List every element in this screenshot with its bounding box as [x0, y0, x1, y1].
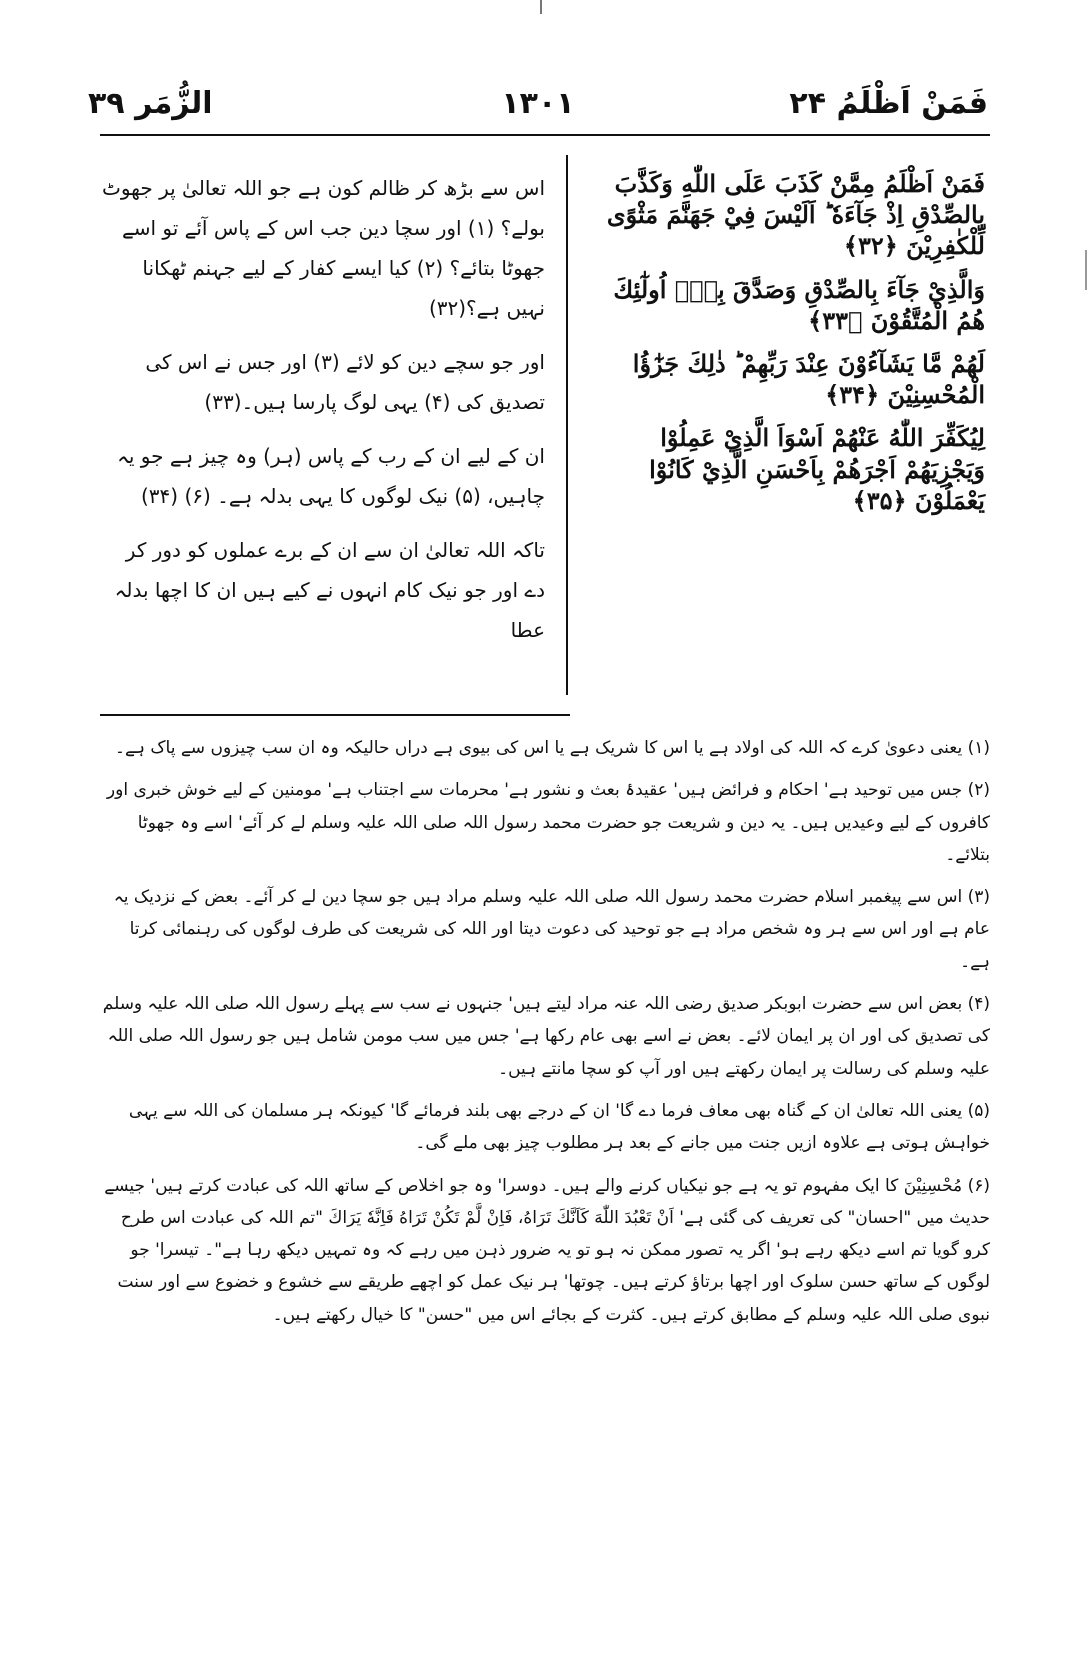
footnote: (۲) جس میں توحید ہے' احکام و فرائض ہیں' عقیدۂ بعث و نشور ہے' محرمات سے اجتناب ہے' مومنین کے لیے خوش خبری اور کافروں کے لیے وعیدیں ہیں۔ یہ دین و شریعت جو حضرت محمد رسول اللہ صلی اللہ علیہ وسلم لے کر آئے' اسے وہ جھوٹا بتلائے۔ [106, 780, 990, 865]
surah-label: الزُّمَر ۳۹ [88, 86, 213, 121]
juz-label: فَمَنْ اَظْلَمُ ۲۴ [789, 86, 988, 121]
footnote: (۶) مُحْسِنِيْنَ کا ایک مفہوم تو یہ ہے جو نیکیاں کرنے والے ہیں۔ دوسرا' وہ جو اخلاص کے ساتھ اللہ کی عبادت کرتے ہیں' جیسے حدیث میں "احسان" کی تعریف کی گئی ہے' اَنْ تَعْبُدَ اللّٰهَ كَاَنَّكَ تَرَاهُ، فَاِنْ لَّمْ تَكُنْ تَرَاهُ فَاِنَّهٗ يَرَاكَ "تم اللہ کی عبادت اس طرح کرو گویا تم اسے دیکھ رہے ہو' اگر یہ تصور ممکن نہ ہو تو یہ ضرور ذہن میں رہے کہ وہ تمہیں دیکھ رہا ہے"۔ تیسرا' جو لوگوں کے ساتھ حسن سلوک اور اچھا برتاؤ کرتے ہیں۔ چوتھا' ہر نیک عمل کو اچھے طریقے سے خشوع و خضوع سے اور سنت نبوی صلی اللہ علیہ وسلم کے مطابق کرتے ہیں۔ کثرت کے بجائے اس میں "حسن" کا خیال رکھتے ہیں۔ [104, 1175, 990, 1325]
translation-paragraph: ان کے لیے ان کے رب کے پاس (ہر) وہ چیز ہے جو یہ چاہیں، (۵) نیک لوگوں کا یہی بدلہ ہے۔ (۶) (۳۴) [117, 444, 545, 508]
footnote-divider [100, 714, 570, 716]
page-header [88, 82, 988, 132]
scan-mark [540, 0, 542, 14]
footnote: (۴) بعض اس سے حضرت ابوبکر صدیق رضی اللہ عنہ مراد لیتے ہیں' جنہوں نے سب سے پہلے رسول اللہ صلی اللہ علیہ وسلم کی تصدیق کی اور ان پر ایمان لائے۔ بعض نے اسے بھی عام رکھا ہے' جس میں سب مومن شامل ہیں جو رسول اللہ صلی اللہ علیہ وسلم کی رسالت پر ایمان رکھتے ہیں اور آپ کو سچا مانتے ہیں۔ [102, 994, 990, 1079]
column-divider [566, 155, 568, 695]
header-divider [100, 134, 990, 136]
footnote: (۳) اس سے پیغمبر اسلام حضرت محمد رسول اللہ صلی اللہ علیہ وسلم مراد ہیں جو سچا دین لے کر آئے۔ بعض کے نزدیک یہ عام ہے اور اس سے ہر وہ شخص مراد ہے جو توحید کی دعوت دیتا اور اللہ کی شریعت کی طرف لوگوں کی رہنمائی کرتا ہے۔ [113, 887, 990, 972]
footnote: (۱) یعنی دعویٰ کرے کہ اللہ کی اولاد ہے یا اس کا شریک ہے یا اس کی بیوی ہے دراں حالیکہ وہ ان سب چیزوں سے پاک ہے۔ [115, 738, 990, 758]
arabic-verse: لِيُكَفِّرَ اللّٰهُ عَنْهُمْ اَسْوَاَ الَّذِيْ عَمِلُوْا وَيَجْزِيَهُمْ اَجْرَهُمْ بِاَحْسَنِ الَّذِيْ كَانُوْا يَعْمَلُوْنَ ﴿۳۵﴾ [649, 423, 985, 515]
arabic-verse: وَالَّذِيْ جَآءَ بِالصِّدْقِ وَصَدَّقَ بِهٖٓ اُولٰٓئِكَ هُمُ الْمُتَّقُوْنَ ﴿۳۳﴾ [613, 274, 985, 335]
page-number: ۱۳۰۱ [501, 86, 575, 121]
footnotes-section [100, 732, 990, 1341]
scan-edge-mark [1085, 250, 1087, 290]
arabic-text-column [585, 168, 985, 528]
urdu-translation-column [100, 168, 545, 664]
translation-paragraph: اس سے بڑھ کر ظالم کون ہے جو اللہ تعالیٰ پر جھوٹ بولے؟ (۱) اور سچا دین جب اس کے پاس آئے تو اسے جھوٹا بتائے؟ (۲) کیا ایسے کفار کے لیے جہنم ٹھکانا نہیں ہے؟(۳۲) [102, 176, 545, 320]
translation-paragraph: تاکہ اللہ تعالیٰ ان سے ان کے برے عملوں کو دور کر دے اور جو نیک کام انہوں نے کیے ہیں ان کا اچھا بدلہ عطا [114, 538, 545, 642]
arabic-verse: فَمَنْ اَظْلَمُ مِمَّنْ كَذَبَ عَلَى اللّٰهِ وَكَذَّبَ بِالصِّدْقِ اِذْ جَآءَهٗ ؕ اَلَيْسَ فِيْ جَهَنَّمَ مَثْوًى لِّلْكٰفِرِيْنَ ﴿۳۲﴾ [606, 169, 985, 261]
arabic-verse: لَهُمْ مَّا يَشَآءُوْنَ عِنْدَ رَبِّهِمْ ؕ ذٰلِكَ جَزٰٓؤُا الْمُحْسِنِيْنَ ﴿۳۴﴾ [632, 348, 985, 410]
translation-paragraph: اور جو سچے دین کو لائے (۳) اور جس نے اس کی تصدیق کی (۴) یہی لوگ پارسا ہیں۔(۳۳) [145, 350, 545, 414]
footnote: (۵) یعنی اللہ تعالیٰ ان کے گناہ بھی معاف فرما دے گا' ان کے درجے بھی بلند فرمائے گا' کیونکہ ہر مسلمان کی اللہ سے یہی خواہش ہوتی ہے علاوہ ازیں جنت میں جانے کے بعد ہر مطلوب چیز بھی ملے گی۔ [128, 1100, 990, 1154]
